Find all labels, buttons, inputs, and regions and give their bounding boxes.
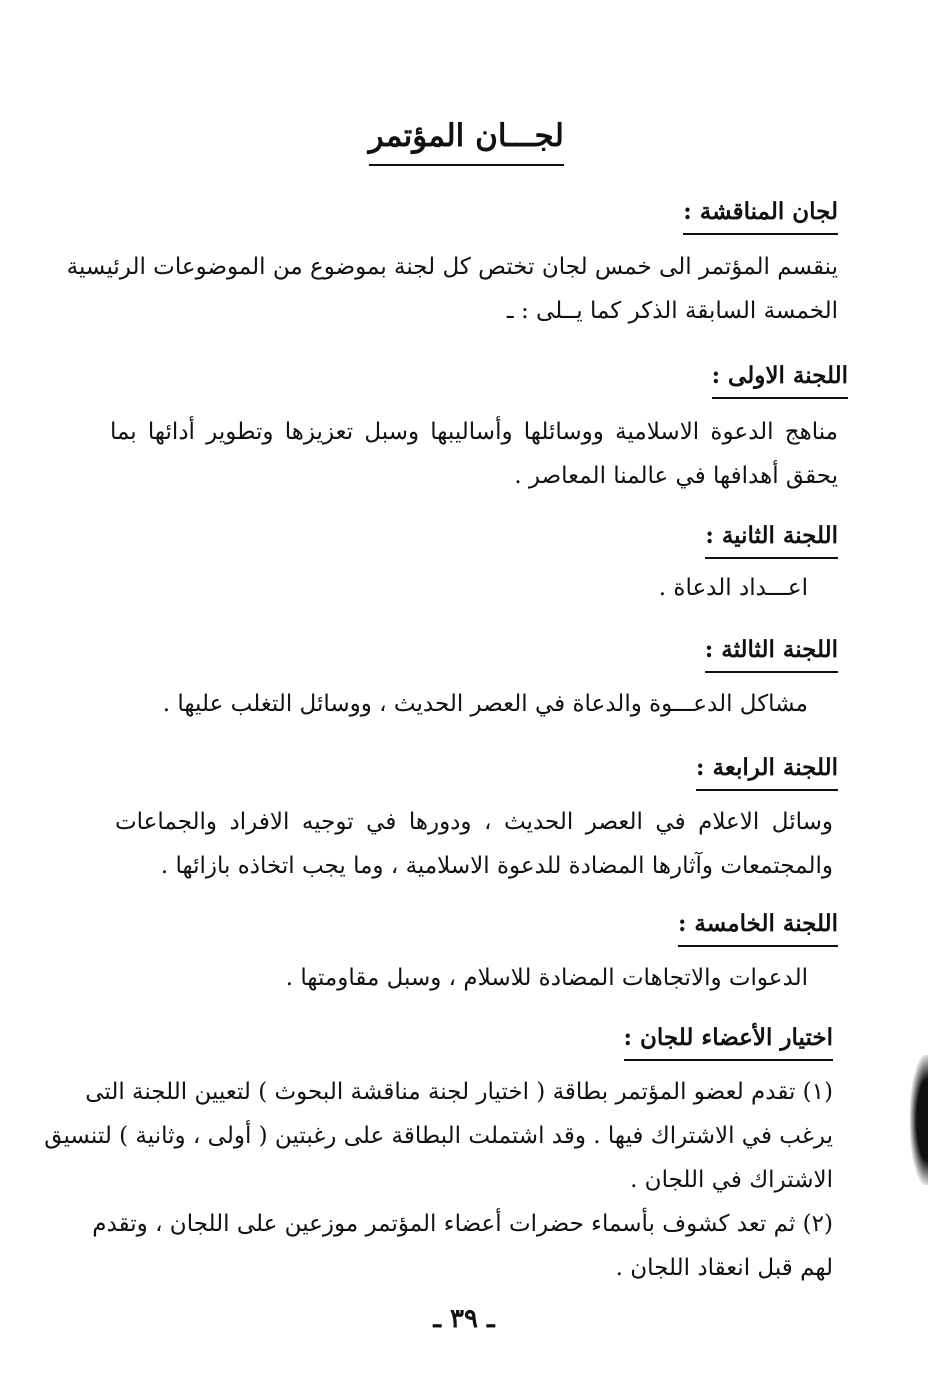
scan-edge-shadow — [910, 1055, 928, 1185]
section-heading-member-selection: اختيار الأعضاء للجان : — [624, 1024, 833, 1061]
section-body-discussion-committees — [66, 245, 838, 333]
body-line: اعـــداد الدعاة . — [658, 575, 808, 601]
section-heading-committee-2: اللجنة الثانية : — [705, 522, 838, 559]
body-line: لهم قبل انعقاد اللجان . — [615, 1255, 833, 1281]
body-line: يرغب في الاشتراك فيها . وقد اشتملت البطاقة على رغبتين ( أولى ، وثانية ) لتنسيق — [44, 1123, 833, 1149]
body-line: مشاكل الدعـــوة والدعاة في العصر الحديث ، ووسائل التغلب عليها . — [162, 691, 808, 717]
section-body-committee-3 — [163, 682, 808, 726]
body-line: ينقسم المؤتمر الى خمس لجان تختص كل لجنة بموضوع من الموضوعات الرئيسية — [66, 254, 838, 280]
section-heading-discussion-committees: لجان المناقشة : — [683, 198, 838, 235]
section-heading-committee-3: اللجنة الثالثة : — [705, 636, 838, 673]
section-heading-committee-4: اللجنة الرابعة : — [696, 754, 838, 791]
section-body-member-selection — [44, 1070, 833, 1290]
body-line: يحقق أهدافها في عالمنا المعاصر . — [514, 463, 838, 489]
body-line: مناهج الدعوة الاسلامية ووسائلها وأساليبها وسبل تعزيزها وتطوير أدائها بما — [110, 419, 838, 445]
body-line: (٢) ثم تعد كشوف بأسماء حضرات أعضاء المؤتمر موزعين على اللجان ، وتقدم — [92, 1211, 833, 1237]
body-line: الاشتراك في اللجان . — [630, 1167, 833, 1193]
section-body-committee-4 — [115, 800, 833, 888]
body-line: (١) تقدم لعضو المؤتمر بطاقة ( اختيار لجنة مناقشة البحوث ) لتعيين اللجنة التى — [85, 1079, 833, 1105]
section-body-committee-1 — [110, 410, 838, 498]
body-line: الخمسة السابقة الذكر كما يــلى : ـ — [506, 298, 838, 324]
body-line: وسائل الاعلام في العصر الحديث ، ودورها في توجيه الافراد والجماعات — [115, 809, 833, 835]
section-body-committee-2 — [659, 566, 808, 610]
body-line: الدعوات والاتجاهات المضادة للاسلام ، وسبل مقاومتها . — [285, 965, 808, 991]
page-title: لجـــان المؤتمر — [369, 118, 564, 166]
section-heading-committee-5: اللجنة الخامسة : — [678, 910, 838, 947]
body-line: والمجتمعات وآثارها المضادة للدعوة الاسلامية ، وما يجب اتخاذه بازائها . — [160, 853, 833, 879]
section-body-committee-5 — [286, 956, 808, 1000]
section-heading-committee-1: اللجنة الاولى : — [712, 362, 848, 399]
page-number: ـ ٣٩ ـ — [433, 1304, 495, 1334]
